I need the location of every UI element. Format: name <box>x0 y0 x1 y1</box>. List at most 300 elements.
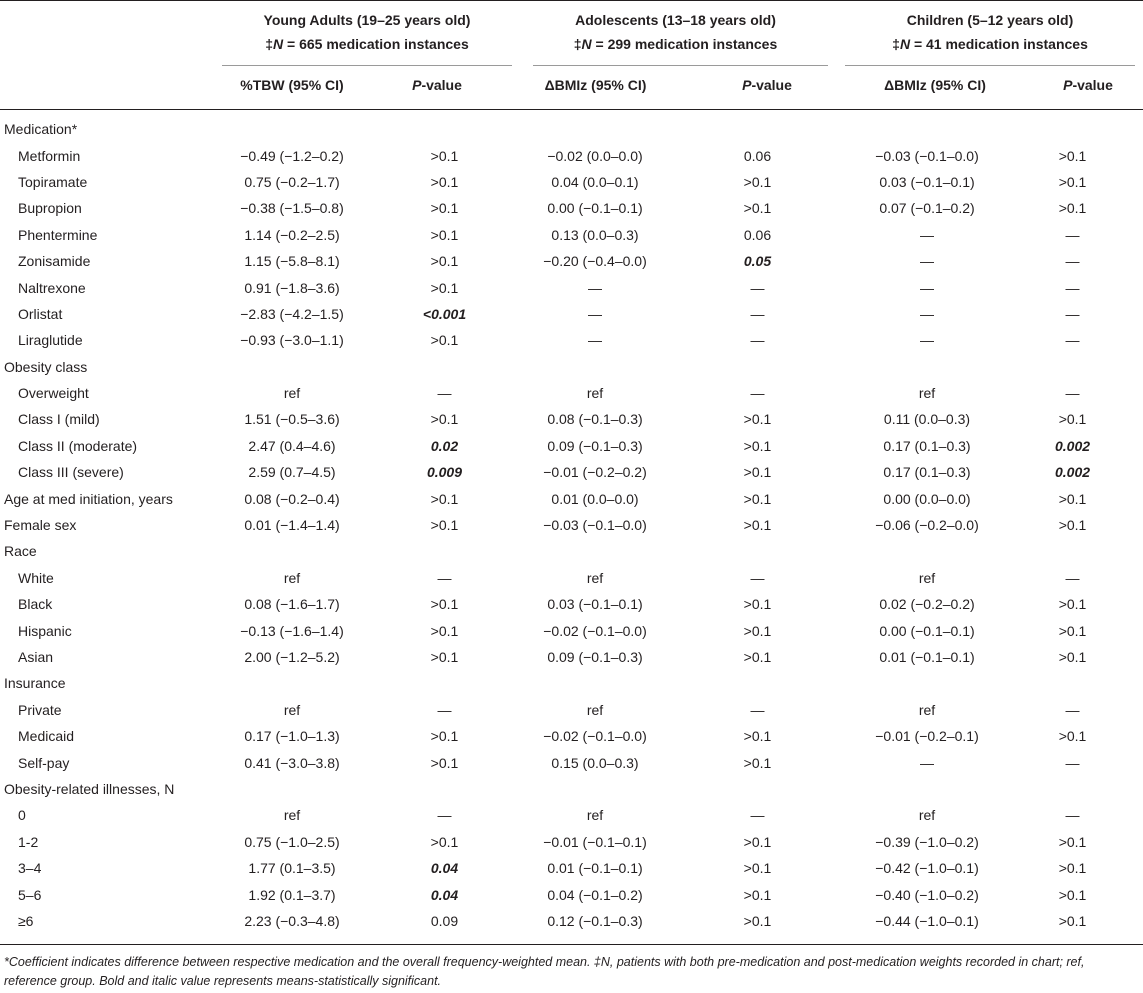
p-value-cell <box>362 512 527 538</box>
p-value-cell <box>1002 274 1143 300</box>
estimate-cell <box>527 195 663 221</box>
cell-value: — <box>588 332 602 349</box>
cell-value: >0.1 <box>1058 517 1087 534</box>
row-label: Naltrexone <box>18 279 86 296</box>
estimate-cell <box>527 908 663 934</box>
estimate-cell <box>527 591 663 617</box>
p-value-cell <box>362 142 527 168</box>
p-value-cell <box>663 591 852 617</box>
p-value-cell <box>362 723 527 749</box>
p-value-cell <box>663 433 852 459</box>
cell-value: — <box>437 569 452 586</box>
estimate-cell <box>527 222 663 248</box>
estimate-cell <box>222 697 362 723</box>
p-value-cell <box>362 855 527 881</box>
cell-value: ref <box>918 569 936 586</box>
col-header-estimate: %TBW (95% CI) <box>240 77 344 93</box>
cell-value: >0.1 <box>1058 200 1087 217</box>
p-value-cell <box>1002 802 1143 828</box>
cell-value: 0.01 (−1.4–1.4) <box>244 517 340 534</box>
cell-value: >0.1 <box>743 437 772 454</box>
cell-value: 0.009 <box>426 464 463 481</box>
p-value-cell <box>663 829 852 855</box>
row-label: Phentermine <box>18 226 98 243</box>
cell-value: −0.39 (−1.0–0.2) <box>875 833 979 850</box>
estimate-cell <box>527 248 663 274</box>
table-row <box>0 406 1143 432</box>
estimate-cell <box>222 248 362 274</box>
cell-value: 0.09 (−0.1–0.3) <box>547 649 643 665</box>
estimate-cell <box>852 195 1002 221</box>
cell-value: >0.1 <box>1058 411 1087 428</box>
table-row <box>0 908 1143 934</box>
estimate-cell <box>852 855 1002 881</box>
p-value-cell <box>1002 749 1143 775</box>
estimate-cell <box>222 195 362 221</box>
cell-value: 1.15 (−5.8–8.1) <box>244 253 340 270</box>
table-row <box>0 222 1143 248</box>
row-label: 3–4 <box>18 860 42 877</box>
p-value-cell <box>663 274 852 300</box>
cell-value: >0.1 <box>1058 833 1087 850</box>
row-label: Overweight <box>18 385 89 402</box>
estimate-cell <box>852 169 1002 195</box>
group-header-young-adults <box>222 8 512 56</box>
cell-value: >0.1 <box>743 622 772 639</box>
cell-value: >0.1 <box>743 411 772 428</box>
cell-value: >0.1 <box>430 173 459 190</box>
p-value-cell <box>362 274 527 300</box>
cell-value: 0.09 <box>430 912 459 929</box>
cell-value: >0.1 <box>743 860 772 877</box>
table-row <box>0 802 1143 828</box>
estimate-cell <box>527 274 663 300</box>
cell-value: — <box>920 332 934 349</box>
estimate-cell <box>852 327 1002 353</box>
cell-value: ref <box>918 807 936 824</box>
cell-value: >0.1 <box>743 490 772 507</box>
estimate-cell <box>852 617 1002 643</box>
estimate-cell <box>222 591 362 617</box>
p-value-cell <box>663 169 852 195</box>
row-label: Orlistat <box>18 305 63 322</box>
cell-value: 0.08 (−0.1–0.3) <box>547 411 643 428</box>
p-value-cell <box>1002 644 1143 670</box>
estimate-cell <box>527 142 663 168</box>
estimate-cell <box>852 697 1002 723</box>
p-value-cell <box>1002 485 1143 511</box>
estimate-cell <box>222 855 362 881</box>
results-table <box>0 116 1143 934</box>
p-value-cell <box>663 406 852 432</box>
cell-value: — <box>750 701 765 718</box>
estimate-cell <box>222 802 362 828</box>
cell-value: >0.1 <box>1058 728 1087 745</box>
row-label: ≥6 <box>18 912 34 929</box>
cell-value: 0.06 <box>743 226 772 243</box>
cell-value: 2.59 (0.7–4.5) <box>248 464 336 481</box>
cell-value: >0.1 <box>430 596 459 613</box>
cell-value: — <box>1065 701 1080 718</box>
col-header-p-value: P-value <box>1063 77 1113 93</box>
estimate-cell <box>852 723 1002 749</box>
estimate-cell <box>527 169 663 195</box>
cell-value: 0.00 (0.0–0.0) <box>883 490 971 507</box>
estimate-cell <box>852 881 1002 907</box>
table-row <box>0 565 1143 591</box>
p-value-cell <box>1002 723 1143 749</box>
cell-value: 1.77 (0.1–3.5) <box>248 860 336 877</box>
p-value-cell <box>1002 380 1143 406</box>
cell-value: <0.001 <box>422 305 467 322</box>
cell-value: >0.1 <box>743 173 772 190</box>
estimate-cell <box>222 617 362 643</box>
estimate-cell <box>852 380 1002 406</box>
estimate-cell <box>852 908 1002 934</box>
table-row <box>0 855 1143 881</box>
cell-value: — <box>588 305 602 322</box>
p-value-cell <box>663 697 852 723</box>
p-value-cell <box>1002 433 1143 459</box>
cell-value: 0.75 (−1.0–2.5) <box>244 833 340 850</box>
p-value-cell <box>362 881 527 907</box>
row-label: 1-2 <box>18 833 39 850</box>
p-value-cell <box>663 749 852 775</box>
row-label: 0 <box>18 807 26 824</box>
cell-value: 0.01 (−0.1–0.1) <box>879 649 975 665</box>
cell-value: >0.1 <box>1058 886 1087 903</box>
estimate-cell <box>222 749 362 775</box>
estimate-cell <box>852 142 1002 168</box>
estimate-cell <box>852 829 1002 855</box>
cell-value: 0.07 (−0.1–0.2) <box>879 200 975 217</box>
p-value-cell <box>663 222 852 248</box>
cell-value: −0.01 (−0.1–0.1) <box>543 833 647 850</box>
p-value-cell <box>1002 697 1143 723</box>
p-value-cell <box>362 908 527 934</box>
cell-value: >0.1 <box>743 200 772 217</box>
group-title: Adolescents (13–18 years old) <box>575 12 776 28</box>
group-underline <box>222 65 512 66</box>
cell-value: >0.1 <box>1058 622 1087 639</box>
estimate-cell <box>527 802 663 828</box>
p-value-cell <box>663 512 852 538</box>
cell-value: — <box>750 385 765 402</box>
section-label: Obesity-related illnesses, N <box>4 780 175 797</box>
p-value-cell <box>663 855 852 881</box>
estimate-cell <box>527 459 663 485</box>
row-label: Age at med initiation, years <box>4 490 173 507</box>
cell-value: >0.1 <box>1058 173 1087 190</box>
cell-value: >0.1 <box>430 147 459 164</box>
cell-value: >0.1 <box>743 886 772 903</box>
cell-value: 1.51 (−0.5–3.6) <box>244 411 340 428</box>
cell-value: 0.08 (−0.2–0.4) <box>244 490 340 507</box>
cell-value: — <box>1065 305 1080 322</box>
cell-value: −0.93 (−3.0–1.1) <box>240 332 344 349</box>
row-label: Female sex <box>4 517 77 534</box>
cell-value: 0.00 (−0.1–0.1) <box>879 622 975 639</box>
cell-value: 0.002 <box>1055 464 1091 481</box>
section-row <box>0 538 1143 564</box>
cell-value: −0.01 (−0.2–0.1) <box>875 728 979 745</box>
estimate-cell <box>527 512 663 538</box>
estimate-cell <box>222 512 362 538</box>
p-value-cell <box>1002 169 1143 195</box>
row-label: Topiramate <box>18 173 88 190</box>
cell-value: — <box>437 807 452 824</box>
cell-value: ref <box>918 701 936 718</box>
p-value-cell <box>362 485 527 511</box>
table-row <box>0 749 1143 775</box>
table-row <box>0 274 1143 300</box>
table-row <box>0 644 1143 670</box>
p-value-cell <box>1002 195 1143 221</box>
estimate-cell <box>222 459 362 485</box>
estimate-cell <box>222 380 362 406</box>
top-rule <box>0 0 1143 1</box>
cell-value: 0.75 (−0.2–1.7) <box>244 173 340 190</box>
cell-value: >0.1 <box>430 411 459 428</box>
p-value-cell <box>1002 829 1143 855</box>
p-value-cell <box>362 406 527 432</box>
estimate-cell <box>852 565 1002 591</box>
cell-value: 0.17 (0.1–0.3) <box>883 437 971 454</box>
cell-value: — <box>750 807 765 824</box>
cell-value: 0.02 <box>430 437 459 454</box>
cell-value: >0.1 <box>743 464 772 481</box>
p-value-cell <box>362 169 527 195</box>
row-label: Medicaid <box>18 728 75 745</box>
row-label: Metformin <box>18 147 81 164</box>
table-footnote: *Coefficient indicates difference between respective medication and the overall frequency-weighted mean. ‡N, patients with both pre-medication and post-medication weights recorded in chart; ref, reference group. Bold and italic value represents means-statistically significant. <box>4 955 1085 988</box>
cell-value: — <box>920 253 934 270</box>
p-value-cell <box>663 459 852 485</box>
row-label: Asian <box>18 649 54 665</box>
p-value-cell <box>1002 617 1143 643</box>
row-label: Zonisamide <box>18 253 91 270</box>
cell-value: — <box>750 279 765 296</box>
cell-value: — <box>437 385 452 402</box>
p-value-cell <box>1002 222 1143 248</box>
cell-value: >0.1 <box>1058 649 1087 665</box>
p-value-cell <box>362 380 527 406</box>
cell-value: 0.11 (0.0–0.3) <box>883 411 971 428</box>
table-row <box>0 195 1143 221</box>
cell-value: ref <box>918 385 936 402</box>
estimate-cell <box>852 512 1002 538</box>
p-value-cell <box>663 142 852 168</box>
p-value-cell <box>663 881 852 907</box>
cell-value: — <box>1065 807 1080 824</box>
p-value-cell <box>362 749 527 775</box>
p-value-cell <box>1002 301 1143 327</box>
cell-value: −0.13 (−1.6–1.4) <box>240 622 344 639</box>
cell-value: — <box>920 754 934 771</box>
cell-value: −0.02 (0.0–0.0) <box>547 147 643 164</box>
cell-value: 1.92 (0.1–3.7) <box>248 886 336 903</box>
p-value-cell <box>362 591 527 617</box>
cell-value: ref <box>586 807 604 824</box>
estimate-cell <box>852 802 1002 828</box>
cell-value: −2.83 (−4.2–1.5) <box>240 305 344 322</box>
p-value-cell <box>663 327 852 353</box>
table-row <box>0 142 1143 168</box>
cell-value: — <box>1065 279 1080 296</box>
p-value-cell <box>362 248 527 274</box>
cell-value: >0.1 <box>430 226 459 243</box>
estimate-cell <box>222 723 362 749</box>
cell-value: — <box>588 279 602 296</box>
cell-value: — <box>750 305 765 322</box>
cell-value: >0.1 <box>743 754 772 771</box>
cell-value: 0.12 (−0.1–0.3) <box>547 912 643 929</box>
estimate-cell <box>527 433 663 459</box>
section-label: Medication* <box>4 121 78 138</box>
estimate-cell <box>527 723 663 749</box>
table-row <box>0 459 1143 485</box>
cell-value: >0.1 <box>430 200 459 217</box>
row-label: Class I (mild) <box>18 411 100 428</box>
p-value-cell <box>663 195 852 221</box>
cell-value: 0.01 (0.0–0.0) <box>551 490 639 507</box>
estimate-cell <box>852 433 1002 459</box>
cell-value: −0.03 (−0.1–0.0) <box>875 147 979 164</box>
cell-value: >0.1 <box>430 728 459 745</box>
cell-value: >0.1 <box>1058 596 1087 613</box>
row-label: Class III (severe) <box>18 464 124 481</box>
estimate-cell <box>222 301 362 327</box>
estimate-cell <box>527 380 663 406</box>
cell-value: >0.1 <box>430 754 459 771</box>
group-underline <box>845 65 1135 66</box>
section-row <box>0 116 1143 142</box>
cell-value: >0.1 <box>1058 912 1087 929</box>
group-n: ‡N = 41 medication instances <box>892 36 1088 52</box>
estimate-cell <box>222 169 362 195</box>
cell-value: 0.02 (−0.2–0.2) <box>879 596 975 613</box>
table-row <box>0 829 1143 855</box>
table-row <box>0 485 1143 511</box>
p-value-cell <box>362 195 527 221</box>
table-row <box>0 881 1143 907</box>
table-row <box>0 697 1143 723</box>
p-value-cell <box>362 617 527 643</box>
estimate-cell <box>852 301 1002 327</box>
cell-value: 0.04 (0.0–0.1) <box>551 173 639 190</box>
section-label: Obesity class <box>4 358 88 375</box>
cell-value: ref <box>586 569 604 586</box>
estimate-cell <box>527 749 663 775</box>
estimate-cell <box>222 485 362 511</box>
cell-value: >0.1 <box>430 279 459 296</box>
cell-value: — <box>920 305 934 322</box>
section-row <box>0 354 1143 380</box>
estimate-cell <box>222 644 362 670</box>
cell-value: >0.1 <box>1058 490 1087 507</box>
p-value-cell <box>1002 881 1143 907</box>
estimate-cell <box>222 829 362 855</box>
row-label: Class II (moderate) <box>18 437 138 454</box>
cell-value: — <box>920 226 934 243</box>
group-title: Children (5–12 years old) <box>906 12 1074 28</box>
cell-value: >0.1 <box>430 622 459 639</box>
table-row <box>0 169 1143 195</box>
estimate-cell <box>527 617 663 643</box>
estimate-cell <box>852 644 1002 670</box>
cell-value: >0.1 <box>1058 147 1087 164</box>
cell-value: — <box>1065 253 1080 270</box>
estimate-cell <box>527 881 663 907</box>
cell-value: −0.01 (−0.2–0.2) <box>543 464 647 481</box>
cell-value: 0.91 (−1.8–3.6) <box>244 279 340 296</box>
section-row <box>0 670 1143 696</box>
cell-value: 0.13 (0.0–0.3) <box>551 226 639 243</box>
estimate-cell <box>222 433 362 459</box>
p-value-cell <box>1002 591 1143 617</box>
cell-value: 0.002 <box>1055 437 1091 454</box>
cell-value: −0.03 (−0.1–0.0) <box>543 517 647 534</box>
p-value-cell <box>663 908 852 934</box>
p-value-cell <box>663 485 852 511</box>
cell-value: −0.44 (−1.0–0.1) <box>875 912 979 929</box>
p-value-cell <box>1002 406 1143 432</box>
cell-value: −0.40 (−1.0–0.2) <box>875 886 979 903</box>
group-underline <box>533 65 828 66</box>
cell-value: −0.42 (−1.0–0.1) <box>875 860 979 877</box>
p-value-cell <box>1002 512 1143 538</box>
p-value-cell <box>663 565 852 591</box>
cell-value: 2.47 (0.4–4.6) <box>248 437 336 454</box>
p-value-cell <box>362 565 527 591</box>
cell-value: — <box>437 701 452 718</box>
p-value-cell <box>663 248 852 274</box>
group-header-children <box>845 8 1135 56</box>
cell-value: >0.1 <box>743 649 772 665</box>
row-label: Bupropion <box>18 200 82 217</box>
section-label: Insurance <box>4 675 66 692</box>
estimate-cell <box>852 248 1002 274</box>
estimate-cell <box>527 644 663 670</box>
group-n: ‡N = 665 medication instances <box>265 36 469 52</box>
bottom-rule <box>0 944 1143 945</box>
estimate-cell <box>527 406 663 432</box>
cell-value: >0.1 <box>430 833 459 850</box>
estimate-cell <box>852 459 1002 485</box>
cell-value: ref <box>283 807 301 824</box>
table-row <box>0 327 1143 353</box>
estimate-cell <box>527 855 663 881</box>
table-row <box>0 380 1143 406</box>
p-value-cell <box>1002 327 1143 353</box>
estimate-cell <box>852 406 1002 432</box>
estimate-cell <box>222 327 362 353</box>
estimate-cell <box>852 222 1002 248</box>
cell-value: 1.14 (−0.2–2.5) <box>244 226 340 243</box>
row-label: Black <box>18 596 53 613</box>
section-row <box>0 776 1143 802</box>
cell-value: −0.49 (−1.2–0.2) <box>240 147 344 164</box>
cell-value: 0.17 (0.1–0.3) <box>883 464 971 481</box>
cell-value: >0.1 <box>743 833 772 850</box>
cell-value: 0.09 (−0.1–0.3) <box>547 437 643 454</box>
cell-value: >0.1 <box>430 490 459 507</box>
cell-value: ref <box>283 701 301 718</box>
cell-value: >0.1 <box>430 253 459 270</box>
cell-value: >0.1 <box>743 912 772 929</box>
cell-value: 0.41 (−3.0–3.8) <box>244 754 340 771</box>
estimate-cell <box>852 485 1002 511</box>
